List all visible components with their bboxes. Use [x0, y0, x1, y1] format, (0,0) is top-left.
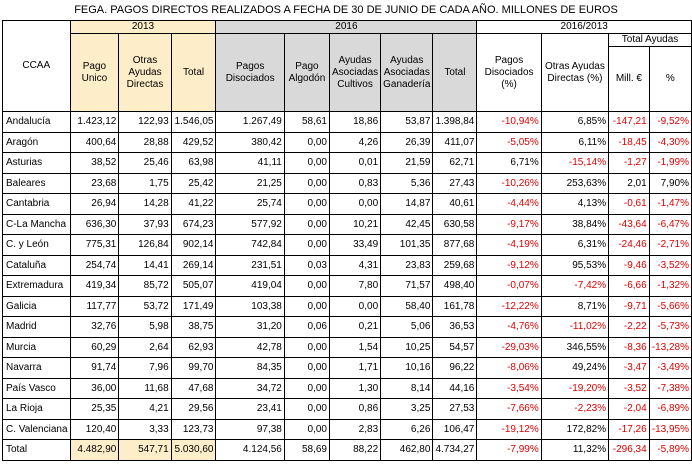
cell-1: 122,93	[119, 112, 171, 133]
cell-6: 58,40	[381, 296, 433, 317]
table-row	[3, 399, 692, 420]
row-region-name: Asturias	[3, 153, 71, 174]
cell-1: 37,93	[119, 214, 171, 235]
cell-5: 18,86	[330, 112, 381, 133]
cell-9: 6,11%	[541, 132, 608, 153]
cell-1: 3,33	[119, 419, 171, 440]
cell-2: 171,49	[171, 296, 216, 317]
cell-11: -1,47%	[649, 194, 691, 215]
row-region-name: País Vasco	[3, 378, 71, 399]
cell-2: 1.546,05	[171, 112, 216, 133]
cell-6: 8,14	[381, 378, 433, 399]
cell-1: 14,41	[119, 255, 171, 276]
cell-10: -2,22	[609, 317, 650, 338]
cell-6: 14,87	[381, 194, 433, 215]
cell-0: 26,94	[70, 194, 119, 215]
header-pagos-disociados-pct: Pagos Disociados (%)	[477, 34, 541, 112]
cell-3: 419,04	[216, 276, 284, 297]
table-row	[3, 337, 692, 358]
cell-2: 41,22	[171, 194, 216, 215]
cell-7: 27,43	[433, 173, 477, 194]
cell-3: 23,41	[216, 399, 284, 420]
cell-10: -43,64	[609, 214, 650, 235]
cell-4: 0,00	[284, 214, 329, 235]
cell-5: 1,30	[330, 378, 381, 399]
cell-9: -15,14%	[541, 153, 608, 174]
cell-11: -13,95%	[649, 419, 691, 440]
table-row	[3, 317, 692, 338]
cell-5: 1,54	[330, 337, 381, 358]
cell-0: 400,64	[70, 132, 119, 153]
cell-8: -5,05%	[477, 132, 541, 153]
cell-9: -7,42%	[541, 276, 608, 297]
cell-3: 21,25	[216, 173, 284, 194]
cell-1: 5,98	[119, 317, 171, 338]
cell-10: -9,46	[609, 255, 650, 276]
cell-1: 14,28	[119, 194, 171, 215]
cell-9: 8,71%	[541, 296, 608, 317]
cell-9: 6,85%	[541, 112, 608, 133]
table-row	[3, 214, 692, 235]
cell-9: 4,13%	[541, 194, 608, 215]
row-region-name: Extremadura	[3, 276, 71, 297]
cell-0: 419,34	[70, 276, 119, 297]
cell-11: -7,38%	[649, 378, 691, 399]
cell-4: 0,00	[284, 296, 329, 317]
cell-4: 0,00	[284, 378, 329, 399]
cell-2: 5.030,60	[171, 440, 216, 461]
cell-5: 0,21	[330, 317, 381, 338]
cell-6: 42,45	[381, 214, 433, 235]
cell-10: -9,71	[609, 296, 650, 317]
cell-5: 7,80	[330, 276, 381, 297]
cell-9: -19,20%	[541, 378, 608, 399]
cell-5: 0,01	[330, 153, 381, 174]
cell-4: 0,00	[284, 235, 329, 256]
table-row	[3, 173, 692, 194]
table-row	[3, 358, 692, 379]
cell-4: 0,00	[284, 276, 329, 297]
cell-7: 411,07	[433, 132, 477, 153]
cell-11: -1,32%	[649, 276, 691, 297]
cell-10: -0,61	[609, 194, 650, 215]
cell-2: 674,23	[171, 214, 216, 235]
cell-1: 547,71	[119, 440, 171, 461]
table-row	[3, 378, 692, 399]
header-total-2013: Total	[171, 34, 216, 112]
cell-6: 101,35	[381, 235, 433, 256]
cell-6: 23,83	[381, 255, 433, 276]
cell-7: 498,40	[433, 276, 477, 297]
cell-6: 3,25	[381, 399, 433, 420]
cell-10: -18,45	[609, 132, 650, 153]
cell-10: -17,26	[609, 419, 650, 440]
table-row	[3, 153, 692, 174]
cell-2: 62,93	[171, 337, 216, 358]
cell-3: 4.124,56	[216, 440, 284, 461]
cell-2: 38,75	[171, 317, 216, 338]
cell-8: 6,71%	[477, 153, 541, 174]
cell-1: 1,75	[119, 173, 171, 194]
header-group-2013: 2013	[70, 21, 216, 34]
cell-11: -4,30%	[649, 132, 691, 153]
cell-6: 5,36	[381, 173, 433, 194]
table-row	[3, 296, 692, 317]
cell-1: 28,88	[119, 132, 171, 153]
cell-7: 54,57	[433, 337, 477, 358]
cell-0: 32,76	[70, 317, 119, 338]
cell-2: 99,70	[171, 358, 216, 379]
cell-7: 259,68	[433, 255, 477, 276]
cell-6: 53,87	[381, 112, 433, 133]
cell-5: 4,31	[330, 255, 381, 276]
cell-8: -10,26%	[477, 173, 541, 194]
cell-2: 123,73	[171, 419, 216, 440]
cell-0: 4.482,90	[70, 440, 119, 461]
header-ccaa: CCAA	[3, 21, 71, 112]
cell-5: 88,22	[330, 440, 381, 461]
cell-8: -10,94%	[477, 112, 541, 133]
cell-9: 253,63%	[541, 173, 608, 194]
cell-2: 25,42	[171, 173, 216, 194]
cell-1: 25,46	[119, 153, 171, 174]
cell-4: 0,00	[284, 132, 329, 153]
cell-3: 84,35	[216, 358, 284, 379]
total-row	[3, 440, 692, 461]
header-mill-eur: Mill. €	[609, 47, 650, 112]
row-region-name: Madrid	[3, 317, 71, 338]
cell-8: -9,17%	[477, 214, 541, 235]
row-region-name: Baleares	[3, 173, 71, 194]
cell-4: 58,69	[284, 440, 329, 461]
cell-11: -13,28%	[649, 337, 691, 358]
cell-7: 630,58	[433, 214, 477, 235]
cell-10: -6,66	[609, 276, 650, 297]
cell-1: 53,72	[119, 296, 171, 317]
cell-5: 33,49	[330, 235, 381, 256]
cell-4: 0,00	[284, 358, 329, 379]
cell-4: 0,06	[284, 317, 329, 338]
cell-11: -6,47%	[649, 214, 691, 235]
cell-10: -3,47	[609, 358, 650, 379]
cell-5: 0,83	[330, 173, 381, 194]
table-row	[3, 419, 692, 440]
cell-9: 172,82%	[541, 419, 608, 440]
cell-9: 38,84%	[541, 214, 608, 235]
table-row	[3, 255, 692, 276]
cell-11: -9,52%	[649, 112, 691, 133]
row-region-name: Cantabria	[3, 194, 71, 215]
table-row	[3, 276, 692, 297]
cell-7: 877,68	[433, 235, 477, 256]
cell-11: -1,99%	[649, 153, 691, 174]
cell-7: 36,53	[433, 317, 477, 338]
cell-9: 6,31%	[541, 235, 608, 256]
row-region-name: C. y León	[3, 235, 71, 256]
cell-0: 25,35	[70, 399, 119, 420]
table-row	[3, 194, 692, 215]
row-region-name: Andalucía	[3, 112, 71, 133]
cell-8: -8,06%	[477, 358, 541, 379]
header-pct: %	[649, 47, 691, 112]
cell-7: 1.398,84	[433, 112, 477, 133]
table-row	[3, 112, 692, 133]
row-region-name: La Rioja	[3, 399, 71, 420]
cell-8: -19,12%	[477, 419, 541, 440]
cell-8: -9,12%	[477, 255, 541, 276]
cell-3: 103,38	[216, 296, 284, 317]
cell-6: 5,06	[381, 317, 433, 338]
cell-11: -6,89%	[649, 399, 691, 420]
cell-9: -11,02%	[541, 317, 608, 338]
cell-11: -5,66%	[649, 296, 691, 317]
cell-1: 2,64	[119, 337, 171, 358]
cell-4: 0,00	[284, 337, 329, 358]
cell-7: 62,71	[433, 153, 477, 174]
cell-3: 380,42	[216, 132, 284, 153]
cell-4: 0,00	[284, 153, 329, 174]
cell-2: 429,52	[171, 132, 216, 153]
cell-1: 85,72	[119, 276, 171, 297]
cell-0: 91,74	[70, 358, 119, 379]
cell-0: 120,40	[70, 419, 119, 440]
cell-5: 0,00	[330, 296, 381, 317]
cell-8: -7,66%	[477, 399, 541, 420]
cell-11: -5,89%	[649, 440, 691, 461]
cell-2: 29,56	[171, 399, 216, 420]
cell-1: 4,21	[119, 399, 171, 420]
cell-3: 577,92	[216, 214, 284, 235]
row-region-name: Cataluña	[3, 255, 71, 276]
cell-0: 254,74	[70, 255, 119, 276]
cell-8: -12,22%	[477, 296, 541, 317]
cell-3: 231,51	[216, 255, 284, 276]
cell-8: -0,07%	[477, 276, 541, 297]
header-pagos-disociados: Pagos Disociados	[216, 34, 284, 112]
cell-8: -4,44%	[477, 194, 541, 215]
cell-5: 10,21	[330, 214, 381, 235]
cell-10: -2,04	[609, 399, 650, 420]
cell-5: 4,26	[330, 132, 381, 153]
cell-1: 7,96	[119, 358, 171, 379]
cell-4: 0,00	[284, 399, 329, 420]
cell-3: 25,74	[216, 194, 284, 215]
cell-0: 36,00	[70, 378, 119, 399]
row-region-name: C-La Mancha	[3, 214, 71, 235]
row-region-name: C. Valenciana	[3, 419, 71, 440]
cell-6: 6,26	[381, 419, 433, 440]
header-otras-ayudas-pct: Otras Ayudas Directas (%)	[541, 34, 608, 112]
cell-5: 0,86	[330, 399, 381, 420]
cell-5: 0,00	[330, 194, 381, 215]
cell-7: 96,22	[433, 358, 477, 379]
cell-10: -147,21	[609, 112, 650, 133]
row-region-name: Galicia	[3, 296, 71, 317]
table-row	[3, 235, 692, 256]
payments-table	[2, 20, 692, 461]
cell-0: 636,30	[70, 214, 119, 235]
header-group-2016: 2016	[216, 21, 477, 34]
row-region-name: Navarra	[3, 358, 71, 379]
cell-11: -2,71%	[649, 235, 691, 256]
cell-0: 38,52	[70, 153, 119, 174]
cell-9: 95,53%	[541, 255, 608, 276]
cell-1: 11,68	[119, 378, 171, 399]
cell-10: -3,52	[609, 378, 650, 399]
cell-2: 47,68	[171, 378, 216, 399]
cell-9: 346,55%	[541, 337, 608, 358]
cell-7: 40,61	[433, 194, 477, 215]
cell-0: 775,31	[70, 235, 119, 256]
cell-3: 31,20	[216, 317, 284, 338]
cell-3: 742,84	[216, 235, 284, 256]
cell-8: -4,19%	[477, 235, 541, 256]
cell-2: 63,98	[171, 153, 216, 174]
cell-10: -24,46	[609, 235, 650, 256]
cell-0: 1.423,12	[70, 112, 119, 133]
cell-11: -5,73%	[649, 317, 691, 338]
cell-2: 269,14	[171, 255, 216, 276]
cell-7: 27,53	[433, 399, 477, 420]
header-group-2016-2013: 2016/2013	[477, 21, 692, 34]
cell-10: -8,36	[609, 337, 650, 358]
header-total-ayudas: Total Ayudas	[609, 34, 692, 47]
table-body	[3, 112, 692, 461]
cell-7: 4.734,27	[433, 440, 477, 461]
header-ayudas-cultivos: Ayudas Asociadas Cultivos	[330, 34, 381, 112]
cell-4: 58,61	[284, 112, 329, 133]
cell-8: -7,99%	[477, 440, 541, 461]
cell-6: 26,39	[381, 132, 433, 153]
cell-6: 71,57	[381, 276, 433, 297]
cell-3: 41,11	[216, 153, 284, 174]
header-pago-algodon: Pago Algodón	[284, 34, 329, 112]
cell-3: 42,78	[216, 337, 284, 358]
cell-8: -29,03%	[477, 337, 541, 358]
cell-3: 34,72	[216, 378, 284, 399]
cell-10: -1,27	[609, 153, 650, 174]
row-region-name: Aragón	[3, 132, 71, 153]
cell-4: 0,00	[284, 173, 329, 194]
cell-6: 10,25	[381, 337, 433, 358]
cell-9: 11,32%	[541, 440, 608, 461]
cell-7: 44,16	[433, 378, 477, 399]
cell-3: 1.267,49	[216, 112, 284, 133]
cell-8: -4,76%	[477, 317, 541, 338]
cell-10: -296,34	[609, 440, 650, 461]
cell-11: 7,90%	[649, 173, 691, 194]
cell-1: 126,84	[119, 235, 171, 256]
header-total-2016: Total	[433, 34, 477, 112]
cell-7: 106,47	[433, 419, 477, 440]
cell-0: 117,77	[70, 296, 119, 317]
cell-6: 462,80	[381, 440, 433, 461]
cell-5: 2,83	[330, 419, 381, 440]
cell-4: 0,00	[284, 194, 329, 215]
cell-8: -3,54%	[477, 378, 541, 399]
cell-3: 97,38	[216, 419, 284, 440]
table-title: FEGA. PAGOS DIRECTOS REALIZADOS A FECHA DE 30 DE JUNIO DE CADA AÑO. MILLONES DE EUROS	[74, 4, 618, 16]
cell-11: -3,49%	[649, 358, 691, 379]
header-otras-ayudas-2013: Otras Ayudas Directas	[119, 34, 171, 112]
cell-4: 0,03	[284, 255, 329, 276]
cell-9: -2,23%	[541, 399, 608, 420]
cell-6: 10,16	[381, 358, 433, 379]
cell-5: 1,71	[330, 358, 381, 379]
table-row	[3, 132, 692, 153]
cell-0: 23,68	[70, 173, 119, 194]
cell-10: 2,01	[609, 173, 650, 194]
cell-4: 0,00	[284, 419, 329, 440]
header-ayudas-ganaderia: Ayudas Asociadas Ganadería	[381, 34, 433, 112]
cell-2: 505,07	[171, 276, 216, 297]
cell-6: 21,59	[381, 153, 433, 174]
header-pago-unico: Pago Unico	[70, 34, 119, 112]
cell-7: 161,78	[433, 296, 477, 317]
cell-11: -3,52%	[649, 255, 691, 276]
cell-9: 49,24%	[541, 358, 608, 379]
row-region-name: Total	[3, 440, 71, 461]
cell-2: 902,14	[171, 235, 216, 256]
cell-0: 60,29	[70, 337, 119, 358]
row-region-name: Murcia	[3, 337, 71, 358]
